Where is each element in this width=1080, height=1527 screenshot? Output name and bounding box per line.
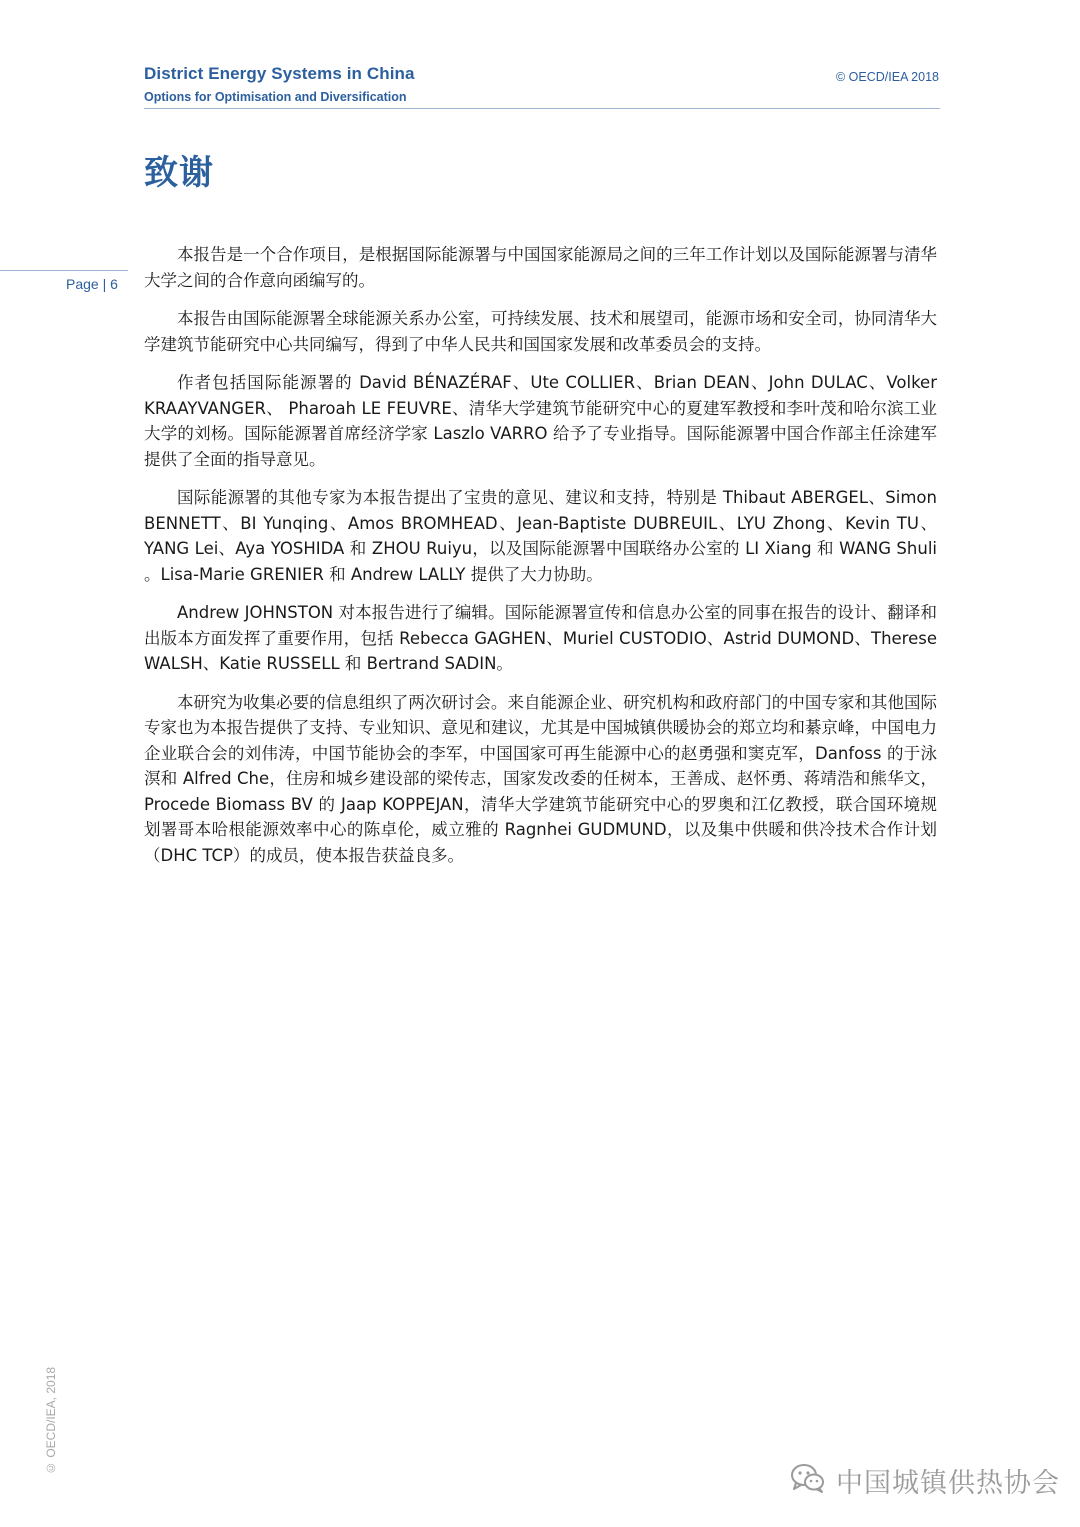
header-copyright: © OECD/IEA 2018 (835, 70, 939, 84)
paragraph-2: 本报告由国际能源署全球能源关系办公室，可持续发展、技术和展望司，能源市场和安全司，协同清华大学建筑节能研究中心共同编写，得到了中华人民共和国国家发展和改革委员会的支持。 (144, 309, 937, 354)
paragraph-6: 本研究为收集必要的信息组织了两次研讨会。来自能源企业、研究机构和政府部门的中国专家和其他国际专家也为本报告提供了支持、专业知识、意见和建议，尤其是中国城镇供暖协会的郑立均和綦京峰，中国电力企业联合会的刘伟涛，中国节能协会的李军，中国国家可再生能源中心的赵勇强和窦克军，Danfoss 的于泳溟和 Alfred Che，住房和城乡建设部的梁传志，国家发改委的任树本，王善成、赵怀勇、蒋靖浩和熊华文，Procede Biomass BV 的 Jaap KOPPEJAN，清华大学建筑节能研究中心的罗奥和江亿教授，联合国环境规划署哥本哈根能源效率中心的陈卓伦，威立雅的 Ragnhei GUDMUND，以及集中供暖和供冷技术合作计划（DHC TCP）的成员，使本报告获益良多。 (144, 692, 937, 865)
body-text (144, 242, 937, 881)
watermark (790, 1460, 1060, 1500)
header-subtitle: Options for Optimisation and Diversification (144, 90, 407, 104)
watermark-text: 中国城镇供热协会 (836, 1467, 1060, 1499)
page-number-divider (0, 270, 128, 271)
paragraph-4: 国际能源署的其他专家为本报告提出了宝贵的意见、建议和支持，特别是 Thibaut ABERGEL、Simon BENNETT、BI Yunqing、Amos BROMHEAD、Jean-Baptiste DUBREUIL、LYU Zhong、Kevin TU、YANG Lei、Aya YOSHIDA 和 ZHOU Ruiyu，以及国际能源署中国联络办公室的 LI Xiang 和 WANG Shuli 。Lisa-Marie GRENIER 和 Andrew LALLY 提供了大力协助。 (144, 488, 937, 584)
paragraph-1: 本报告是一个合作项目，是根据国际能源署与中国国家能源局之间的三年工作计划以及国际能源署与清华大学之间的合作意向函编写的。 (144, 245, 937, 290)
wechat-icon (790, 1462, 826, 1498)
header-title: District Energy Systems in China (144, 64, 415, 83)
paragraph-3: 作者包括国际能源署的 David BÉNAZÉRAF、Ute COLLIER、Brian DEAN、John DULAC、Volker KRAAYVANGER、 Pharoah LE FEUVRE、清华大学建筑节能研究中心的夏建军教授和李叶茂和哈尔滨工业大学的刘杨。国际能源署首席经济学家 Laszlo VARRO 给予了专业指导。国际能源署中国合作部主任涂建军提供了全面的指导意见。 (144, 373, 937, 469)
header-divider (144, 108, 940, 109)
page-number: Page | 6 (66, 276, 118, 292)
paragraph-5: Andrew JOHNSTON 对本报告进行了编辑。国际能源署宣传和信息办公室的同事在报告的设计、翻译和出版本方面发挥了重要作用，包括 Rebecca GAGHEN、Muriel CUSTODIO、Astrid DUMOND、Therese WALSH、Katie RUSSELL 和 Bertrand SADIN。 (144, 603, 937, 673)
page-title: 致谢 (144, 153, 214, 193)
side-copyright: © OECD/IEA, 2018 (44, 1366, 58, 1475)
